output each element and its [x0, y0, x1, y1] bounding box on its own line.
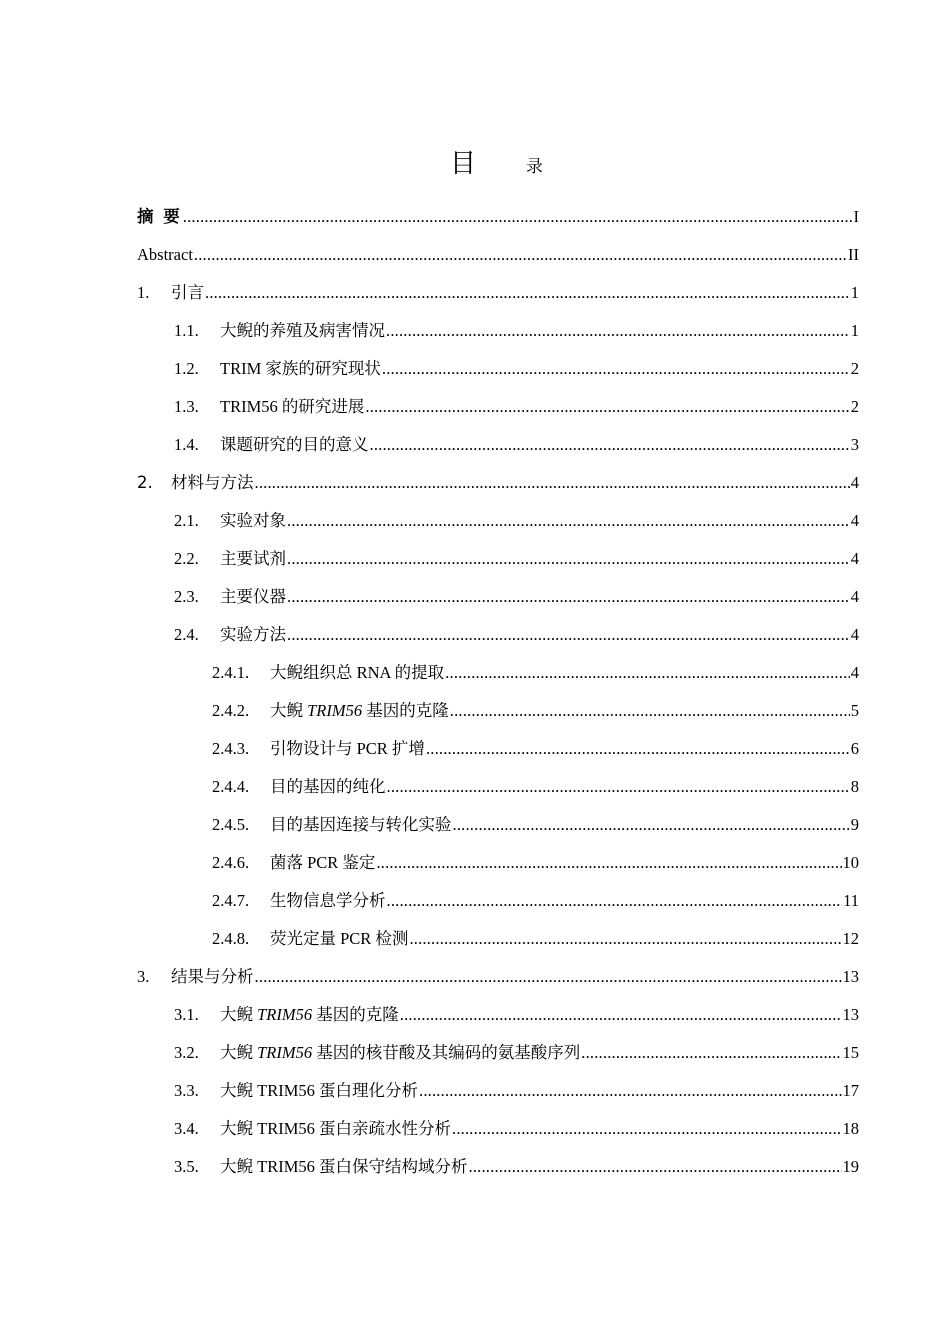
label-suffix: 基因的克隆 [362, 701, 449, 720]
toc-entry-label: 大鲵的养殖及病害情况 [220, 321, 385, 340]
toc-entry-3-4[interactable] [0, 1110, 950, 1148]
dot-leader [387, 768, 850, 806]
toc-entry-number: 2. [137, 473, 153, 492]
dot-leader [453, 806, 850, 844]
toc-entry-label: 目的基因连接与转化实验 [270, 815, 452, 834]
dot-leader [183, 198, 853, 236]
toc-entry-2-4[interactable] [0, 616, 950, 654]
toc-entry-2-4-8[interactable] [0, 920, 950, 958]
toc-entry-page: 13 [842, 1005, 859, 1024]
dot-leader [255, 958, 842, 996]
toc-entry-page: 4 [850, 587, 859, 606]
toc-entry-number: 1.4. [174, 435, 199, 454]
toc-entry-2-4-2[interactable] [0, 692, 950, 730]
dot-leader [365, 388, 849, 426]
toc-entry-number: 3. [137, 967, 150, 986]
dot-leader [452, 1110, 842, 1148]
dot-leader [450, 692, 850, 730]
dot-leader [255, 464, 850, 502]
dot-leader [386, 312, 850, 350]
toc-entry-number: 2.4.7. [212, 891, 250, 910]
toc-entry-label: 菌落 PCR 鉴定 [270, 853, 376, 872]
toc-entry-2-4-3[interactable] [0, 730, 950, 768]
toc-entry-number: 2.3. [174, 587, 199, 606]
toc-title-sub: 录 [526, 157, 543, 177]
toc-entry-page: 17 [842, 1081, 859, 1100]
dot-leader [370, 426, 850, 464]
toc-entry-page: 8 [850, 777, 859, 796]
toc-entry-label: 大鲵组织总 RNA 的提取 [270, 663, 445, 682]
toc-entry-label: Abstract [137, 245, 193, 264]
toc-entry-number: 3.1. [174, 1005, 199, 1024]
toc-entry-3-2[interactable] [0, 1034, 950, 1072]
toc-entry-page: 18 [842, 1119, 859, 1138]
toc-entry-page: 19 [842, 1157, 859, 1176]
toc-entry-number: 2.4. [174, 625, 199, 644]
toc-entry-number: 3.2. [174, 1043, 199, 1062]
toc-entry-1-3[interactable] [0, 388, 950, 426]
toc-entry-abstract-en[interactable] [0, 236, 950, 274]
toc-entry-number: 3.4. [174, 1119, 199, 1138]
dot-leader [581, 1034, 841, 1072]
toc-entry-1-4[interactable] [0, 426, 950, 464]
label-suffix: 基因的核苷酸及其编码的氨基酸序列 [312, 1043, 581, 1062]
dot-leader [469, 1148, 842, 1186]
toc-entry-page: 6 [850, 739, 859, 758]
toc-entry-label: TRIM 家族的研究现状 [220, 359, 381, 378]
toc-entry-page: 3 [850, 435, 859, 454]
toc-entry-label: 引物设计与 PCR 扩增 [270, 739, 425, 758]
toc-entry-2-1[interactable] [0, 502, 950, 540]
toc-entry-page: I [853, 207, 859, 226]
toc-entry-number: 3.3. [174, 1081, 199, 1100]
toc-entry-label: 引言 [171, 283, 204, 302]
toc-entry-number: 2.4.1. [212, 663, 250, 682]
dot-leader [194, 236, 847, 274]
toc-entry-label: 主要试剂 [220, 549, 286, 568]
toc-entry-number: 1.1. [174, 321, 199, 340]
toc-title [0, 148, 950, 184]
dot-leader [205, 274, 850, 312]
toc-entry-label: 实验方法 [220, 625, 286, 644]
toc-entry-label [270, 692, 449, 730]
toc-entry-2-4-7[interactable] [0, 882, 950, 920]
toc-entry-page: 1 [850, 321, 859, 340]
toc-entry-2-4-6[interactable] [0, 844, 950, 882]
toc-entry-page: 4 [850, 473, 859, 492]
toc-entry-number: 2.4.5. [212, 815, 250, 834]
toc-entry-number: 1.3. [174, 397, 199, 416]
toc-entry-number: 2.1. [174, 511, 199, 530]
toc-entry-1-1[interactable] [0, 312, 950, 350]
toc-entry-page: 11 [843, 891, 859, 910]
toc-entry-1[interactable] [0, 274, 950, 312]
gene-name: TRIM56 [307, 701, 363, 720]
label-suffix: 基因的克隆 [312, 1005, 399, 1024]
dot-leader [287, 578, 850, 616]
toc-entry-page: 4 [850, 511, 859, 530]
toc-entry-page: 4 [850, 663, 859, 682]
toc-entry-page: 4 [850, 549, 859, 568]
toc-entry-page: 1 [850, 283, 859, 302]
dot-leader [400, 996, 842, 1034]
toc-entry-label: 大鲵 TRIM56 蛋白保守结构域分析 [220, 1157, 468, 1176]
toc-entry-2-4-4[interactable] [0, 768, 950, 806]
toc-entry-number: 2.4.2. [212, 701, 250, 720]
gene-name: TRIM56 [257, 1043, 313, 1062]
toc-entry-page: II [848, 245, 859, 264]
toc-entry-2-3[interactable] [0, 578, 950, 616]
label-prefix: 大鲵 [220, 1005, 258, 1024]
toc-entry-2-4-1[interactable] [0, 654, 950, 692]
toc-entry-label: 课题研究的目的意义 [220, 435, 369, 454]
toc-entry-label: 实验对象 [220, 511, 286, 530]
toc-entry-3-3[interactable] [0, 1072, 950, 1110]
toc-entry-label [220, 1034, 580, 1072]
toc-entry-3[interactable] [0, 958, 950, 996]
toc-entry-number: 2.2. [174, 549, 199, 568]
toc-entry-label [220, 996, 399, 1034]
toc-entry-1-2[interactable] [0, 350, 950, 388]
dot-leader [287, 616, 850, 654]
toc-entry-number: 2.4.4. [212, 777, 250, 796]
label-prefix: 大鲵 [270, 701, 308, 720]
toc-entry-number: 3.5. [174, 1157, 199, 1176]
toc-entry-label: 结果与分析 [171, 967, 254, 986]
toc-entry-label: 材料与方法 [171, 473, 254, 492]
dot-leader [287, 540, 850, 578]
toc-entry-number: 1.2. [174, 359, 199, 378]
toc-entry-page: 9 [850, 815, 859, 834]
toc-entry-page: 4 [850, 625, 859, 644]
toc-entry-2[interactable] [0, 464, 950, 502]
toc-entry-label: 主要仪器 [220, 587, 286, 606]
table-of-contents [0, 198, 950, 1186]
toc-entry-page: 13 [842, 967, 859, 986]
toc-entry-label: 目的基因的纯化 [270, 777, 386, 796]
toc-entry-2-4-5[interactable] [0, 806, 950, 844]
toc-entry-page: 12 [842, 929, 859, 948]
dot-leader [287, 502, 850, 540]
toc-entry-label: 摘 要 [137, 207, 182, 226]
toc-entry-number: 2.4.3. [212, 739, 250, 758]
toc-entry-2-2[interactable] [0, 540, 950, 578]
dot-leader [445, 654, 850, 692]
toc-entry-page: 2 [850, 397, 859, 416]
dot-leader [382, 350, 850, 388]
toc-entry-3-1[interactable] [0, 996, 950, 1034]
dot-leader [376, 844, 841, 882]
toc-entry-number: 2.4.8. [212, 929, 250, 948]
toc-entry-number: 1. [137, 283, 150, 302]
toc-entry-label: TRIM56 的研究进展 [220, 397, 365, 416]
toc-entry-label: 生物信息学分析 [270, 891, 386, 910]
toc-entry-abstract-cn[interactable] [0, 198, 950, 236]
label-prefix: 大鲵 [220, 1043, 258, 1062]
toc-entry-page: 10 [842, 853, 859, 872]
dot-leader [409, 920, 841, 958]
gene-name: TRIM56 [257, 1005, 313, 1024]
dot-leader [419, 1072, 842, 1110]
toc-entry-number: 2.4.6. [212, 853, 250, 872]
toc-entry-3-5[interactable] [0, 1148, 950, 1186]
dot-leader [387, 882, 843, 920]
toc-entry-page: 15 [842, 1043, 859, 1062]
toc-entry-label: 大鲵 TRIM56 蛋白理化分析 [220, 1081, 418, 1100]
toc-entry-label: 荧光定量 PCR 检测 [270, 929, 409, 948]
toc-entry-label: 大鲵 TRIM56 蛋白亲疏水性分析 [220, 1119, 451, 1138]
dot-leader [426, 730, 850, 768]
toc-entry-page: 5 [850, 701, 859, 720]
toc-entry-page: 2 [850, 359, 859, 378]
toc-title-main: 目 [450, 149, 477, 179]
